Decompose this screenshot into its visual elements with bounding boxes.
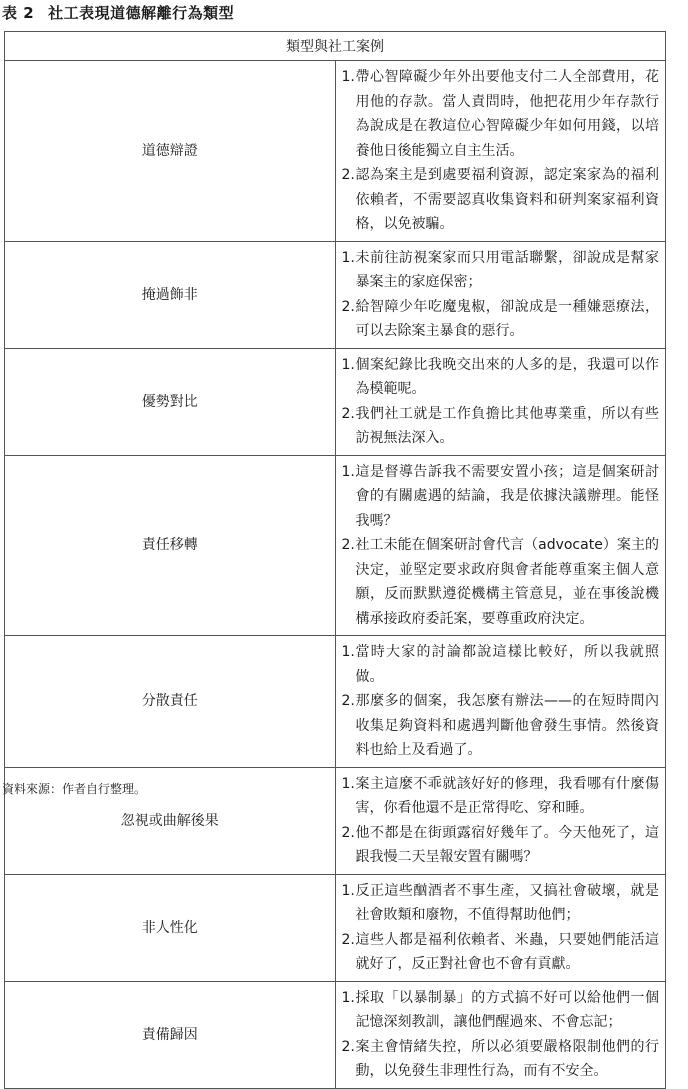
examples-cell: [335, 874, 666, 981]
list-item: 2. 社工未能在個案研討會代言（advocate）案主的決定，並堅定要求政府與會者能尊重案主個人意願，反而默默遵從機構主管意見，並在事後說機構承接政府委託案，要尊重政府決定。: [341, 537, 659, 627]
table-row: [5, 455, 666, 636]
moral-disengagement-table: [4, 31, 666, 1089]
list-item: 1. 案主這麼不乖就該好好的修理，我看哪有什麼傷害，你看他還不是正常得吃、穿和睡。: [341, 775, 659, 816]
list-item: 1. 個案紀錄比我晚交出來的人多的是，我還可以作為模範呢。: [341, 356, 659, 397]
list-item: 1. 帶心智障礙少年外出要他支付二人全部費用，花用他的存款。當人責問時，他把花用少年存款行為說成是在教這位心智障礙少年如何用錢，以培養他日後能獨立自主生活。: [341, 69, 659, 159]
list-item: 1. 這是督導告訴我不需要安置小孩；這是個案研討會的有關處遇的結論，我是依據決議辦理。能怪我嗎？: [341, 463, 659, 529]
category-cell: 非人性化: [5, 874, 336, 981]
examples-cell: [335, 61, 666, 242]
table-number: 表 2: [2, 4, 35, 22]
list-item: 1. 當時大家的討論都說這樣比較好，所以我就照做。: [341, 644, 659, 685]
category-cell: 優勢對比: [5, 348, 336, 455]
table-caption: [2, 2, 234, 23]
examples-cell: [335, 241, 666, 348]
examples-cell: [335, 348, 666, 455]
list-item: 2. 我們社工就是工作負擔比其他專業重，所以有些訪視無法深入。: [341, 405, 659, 446]
list-item: 2. 這些人都是福利依賴者、米蟲，只要她們能活這就好了，反正對社會也不會有貢獻。: [341, 931, 659, 972]
list-item: 1. 採取「以暴制暴」的方式搞不好可以給他們一個記憶深刻教訓，讓他們醒過來、不會忘記；: [341, 989, 659, 1030]
list-item: 2. 那麼多的個案，我怎麼有辦法——的在短時間內收集足夠資料和處遇判斷他會發生事情。然後資料也給上及看過了。: [341, 693, 659, 758]
examples-cell: [335, 636, 666, 768]
examples-cell: [335, 981, 666, 1088]
list-item: 2. 案主會情緒失控，所以必須要嚴格限制他們的行動，以免發生非理性行為，而有不安全。: [341, 1038, 659, 1079]
category-cell: 責任移轉: [5, 455, 336, 636]
table-row: [5, 348, 666, 455]
category-cell: 道德辯證: [5, 61, 336, 242]
list-item: 2. 給智障少年吃魔鬼椒，卻說成是一種嫌惡療法，可以去除案主暴食的惡行。: [341, 298, 659, 339]
table-row: [5, 241, 666, 348]
list-item: 2. 認為案主是到處要福利資源，認定案家為的福利依賴者，不需要認真收集資料和研判案家福利資格，以免被騙。: [341, 167, 659, 232]
list-item: 1. 未前往訪視案家而只用電話聯繫，卻說成是幫家暴案主的家庭保密；: [341, 249, 659, 290]
category-cell: 掩過飾非: [5, 241, 336, 348]
category-cell: 分散責任: [5, 636, 336, 768]
table-row: [5, 636, 666, 768]
table-row: [5, 981, 666, 1088]
examples-cell: [335, 767, 666, 874]
category-cell: 責備歸因: [5, 981, 336, 1088]
table-header: 類型與社工案例: [5, 32, 666, 61]
source-note: 資料來源：作者自行整理。: [2, 782, 147, 796]
list-item: 1. 反正這些酗酒者不事生產，又搞社會破壞，就是社會敗類和廢物，不值得幫助他們；: [341, 882, 659, 923]
category-cell: 忽視或曲解後果: [5, 767, 336, 874]
header-row: [5, 32, 666, 61]
table-title: 社工表現道德解離行為類型: [48, 4, 235, 22]
list-item: 2. 他不都是在街頭露宿好幾年了。今天他死了，這跟我慢二天呈報安置有關嗎？: [341, 824, 659, 865]
examples-cell: [335, 455, 666, 636]
table-row: [5, 874, 666, 981]
table-row: [5, 61, 666, 242]
